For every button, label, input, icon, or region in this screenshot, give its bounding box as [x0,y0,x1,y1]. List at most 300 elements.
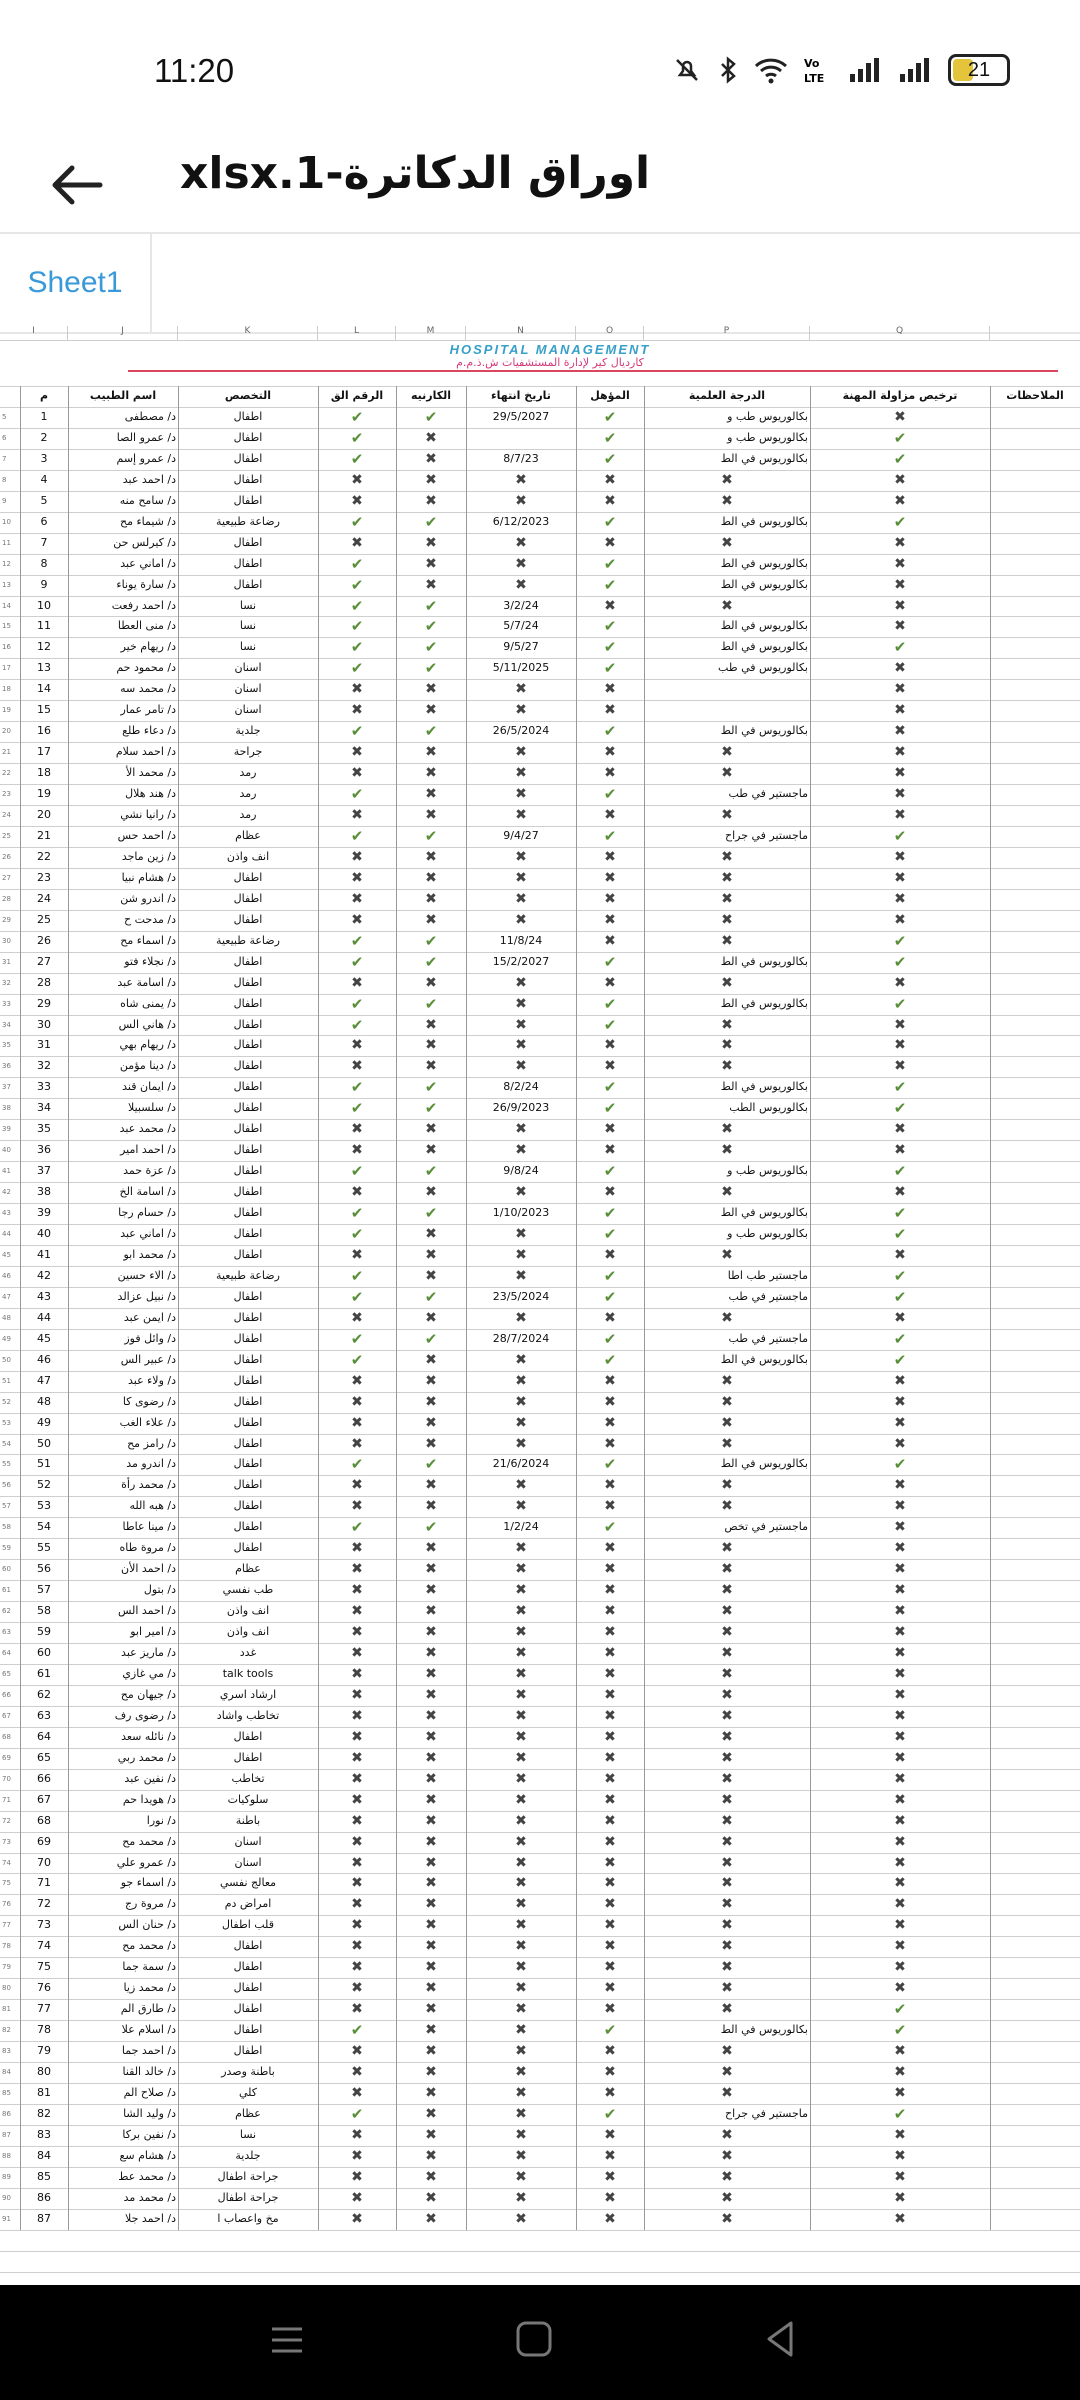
row-number[interactable]: 54 [2,1439,11,1448]
cell-num[interactable]: 35 [37,1122,51,1136]
cell-specialty[interactable]: اطفال [233,556,263,570]
check-icon[interactable]: ✔ [350,596,364,615]
cell-num[interactable]: 69 [37,1834,51,1848]
row-number[interactable]: 18 [2,685,11,694]
cell-num[interactable]: 36 [37,1143,51,1157]
row-number[interactable]: 87 [2,2130,11,2139]
check-icon[interactable]: ✔ [893,1162,907,1181]
cross-icon[interactable]: ✖ [515,2147,527,2164]
row-number[interactable]: 31 [2,957,11,966]
row-number[interactable]: 59 [2,1544,11,1553]
cross-icon[interactable]: ✖ [604,1812,616,1829]
cell-num[interactable]: 51 [37,1457,51,1471]
cell-name[interactable]: د/ محمد مح [122,1834,176,1848]
row-number[interactable]: 47 [2,1292,11,1301]
cell-num[interactable]: 28 [37,975,51,989]
cross-icon[interactable]: ✖ [894,1016,906,1033]
cell-specialty[interactable]: ارشاد اسري [219,1687,277,1701]
cross-icon[interactable]: ✖ [351,890,363,907]
header-specialty[interactable]: التخصص [224,389,272,402]
cross-icon[interactable]: ✖ [351,1707,363,1724]
column-letter-i[interactable]: I [0,326,68,340]
column-letter-p[interactable]: P [644,326,810,340]
cross-icon[interactable]: ✖ [351,681,363,698]
cross-icon[interactable]: ✖ [515,807,527,823]
cross-icon[interactable]: ✖ [894,1665,906,1682]
cross-icon[interactable]: ✖ [721,1854,733,1871]
cross-icon[interactable]: ✖ [351,1896,363,1913]
cross-icon[interactable]: ✖ [425,869,437,886]
cross-icon[interactable]: ✖ [894,1540,906,1557]
check-icon[interactable]: ✔ [350,554,364,573]
cross-icon[interactable]: ✖ [604,807,616,823]
cell-specialty[interactable]: جراحة اطفال [217,2169,279,2183]
check-icon[interactable]: ✔ [603,512,617,531]
cross-icon[interactable]: ✖ [515,1854,527,1871]
cell-name[interactable]: د/ سارة يوناء [116,577,176,591]
row-number[interactable]: 72 [2,1816,11,1825]
cross-icon[interactable]: ✖ [721,2147,733,2164]
check-icon[interactable]: ✔ [603,1518,617,1537]
cell-name[interactable]: د/ سلسبيلا [128,1101,176,1115]
cell-name[interactable]: د/ احمد سلام [115,745,176,759]
cross-icon[interactable]: ✖ [425,2210,437,2227]
cell-num[interactable]: 86 [37,2190,51,2204]
cell-num[interactable]: 80 [37,2065,51,2078]
cell-specialty[interactable]: اطفال [233,1373,263,1387]
cell-specialty[interactable]: جراحة اطفال [217,2190,279,2204]
cross-icon[interactable]: ✖ [425,1959,437,1976]
cross-icon[interactable]: ✖ [351,1770,363,1787]
cell-name[interactable]: د/ اندرو مد [126,1457,176,1471]
cell-specialty[interactable]: اطفال [233,1729,263,1743]
cell-num[interactable]: 4 [40,472,48,486]
cross-icon[interactable]: ✖ [351,1603,363,1620]
cross-icon[interactable]: ✖ [721,1728,733,1745]
check-icon[interactable]: ✔ [424,1099,438,1118]
cross-icon[interactable]: ✖ [604,2064,616,2080]
cross-icon[interactable]: ✖ [894,1142,906,1159]
cell-name[interactable]: د/ عمرو الصا [116,430,176,444]
row-number[interactable]: 71 [2,1795,11,1804]
cell-specialty[interactable]: اطفال [233,1059,263,1073]
cross-icon[interactable]: ✖ [351,1854,363,1871]
cross-icon[interactable]: ✖ [515,1707,527,1724]
cross-icon[interactable]: ✖ [894,974,906,991]
cross-icon[interactable]: ✖ [604,2168,616,2185]
cell-specialty[interactable]: رمد [239,808,257,821]
row-number[interactable]: 60 [2,1565,11,1574]
cross-icon[interactable]: ✖ [604,1686,616,1703]
row-number[interactable]: 57 [2,1502,11,1511]
cross-icon[interactable]: ✖ [894,911,906,928]
cell-expiry-date[interactable]: 23/5/2024 [492,1289,550,1303]
column-letter-q[interactable]: Q [810,326,990,340]
cross-icon[interactable]: ✖ [604,1791,616,1808]
check-icon[interactable]: ✔ [424,826,438,845]
cross-icon[interactable]: ✖ [721,869,733,886]
header-name[interactable]: اسم الطبيب [89,389,157,402]
cross-icon[interactable]: ✖ [894,1959,906,1976]
cell-specialty[interactable]: اطفال [233,1080,263,1094]
cell-name[interactable]: د/ محمد عبد [119,1122,176,1136]
cross-icon[interactable]: ✖ [721,1833,733,1850]
cross-icon[interactable]: ✖ [894,1246,906,1263]
cell-num[interactable]: 17 [37,745,51,759]
row-number[interactable]: 62 [2,1607,11,1616]
cell-num[interactable]: 61 [37,1666,51,1680]
check-icon[interactable]: ✔ [350,1518,364,1537]
cross-icon[interactable]: ✖ [721,2043,733,2060]
cell-expiry-date[interactable]: 11/8/24 [499,933,543,947]
cell-degree[interactable]: بكالوريوس في الط [720,577,808,591]
cross-icon[interactable]: ✖ [351,744,363,761]
cell-specialty[interactable]: اسنان [234,1855,262,1869]
cross-icon[interactable]: ✖ [515,1938,527,1955]
cell-degree[interactable]: بكالوريوس في طب [718,661,808,675]
header-notes[interactable]: الملاحظات [1006,389,1064,402]
cross-icon[interactable]: ✖ [894,1875,906,1892]
check-icon[interactable]: ✔ [424,659,438,678]
check-icon[interactable]: ✔ [893,1204,907,1223]
cell-degree[interactable]: ماجستير في تخص [724,1520,808,1534]
cross-icon[interactable]: ✖ [425,1770,437,1787]
check-icon[interactable]: ✔ [350,1204,364,1223]
check-icon[interactable]: ✔ [603,1350,617,1369]
cell-expiry-date[interactable]: 5/11/2025 [492,661,550,675]
row-number[interactable]: 38 [2,1104,11,1113]
row-number[interactable]: 13 [2,580,11,589]
cell-degree[interactable]: بكالوريوس في الط [720,1457,808,1471]
check-icon[interactable]: ✔ [603,994,617,1013]
cell-num[interactable]: 47 [37,1373,51,1387]
cross-icon[interactable]: ✖ [351,911,363,928]
cross-icon[interactable]: ✖ [515,744,527,761]
cell-num[interactable]: 53 [37,1499,51,1513]
cross-icon[interactable]: ✖ [425,1477,437,1494]
cross-icon[interactable]: ✖ [515,1016,527,1033]
cell-degree[interactable]: بكالوريوس في الط [720,556,808,570]
cross-icon[interactable]: ✖ [894,2210,906,2227]
check-icon[interactable]: ✔ [350,1225,364,1243]
row-number[interactable]: 35 [2,1041,11,1050]
cross-icon[interactable]: ✖ [425,974,437,991]
cross-icon[interactable]: ✖ [351,2001,363,2018]
cross-icon[interactable]: ✖ [894,1519,906,1536]
check-icon[interactable]: ✔ [350,1350,364,1369]
row-number[interactable]: 64 [2,1649,11,1657]
row-number[interactable]: 7 [2,454,7,463]
cross-icon[interactable]: ✖ [351,807,363,823]
cross-icon[interactable]: ✖ [515,1603,527,1620]
cell-num[interactable]: 19 [37,787,51,801]
cell-specialty[interactable]: اطفال [233,472,263,486]
cell-num[interactable]: 78 [37,2023,51,2037]
cross-icon[interactable]: ✖ [515,2210,527,2227]
row-number[interactable]: 45 [2,1250,11,1259]
check-icon[interactable]: ✔ [603,659,617,678]
cell-num[interactable]: 41 [37,1247,51,1261]
cross-icon[interactable]: ✖ [721,807,733,823]
cell-specialty[interactable]: اطفال [233,1981,263,1995]
cell-num[interactable]: 79 [37,2044,51,2058]
cross-icon[interactable]: ✖ [604,1624,616,1641]
cross-icon[interactable]: ✖ [425,1309,437,1326]
cross-icon[interactable]: ✖ [425,744,437,761]
cross-icon[interactable]: ✖ [351,2168,363,2185]
cell-specialty[interactable]: اطفال [233,1101,263,1115]
cell-specialty[interactable]: باطنة وصدر [221,2065,275,2078]
cell-name[interactable]: د/ اماني عبد [120,1227,176,1240]
cell-num[interactable]: 56 [37,1562,51,1576]
cross-icon[interactable]: ✖ [721,1498,733,1515]
check-icon[interactable]: ✔ [424,952,438,971]
cross-icon[interactable]: ✖ [604,1707,616,1724]
cell-name[interactable]: د/ احمد جما [121,2044,176,2058]
cross-icon[interactable]: ✖ [425,1016,437,1033]
cross-icon[interactable]: ✖ [351,1414,363,1431]
cross-icon[interactable]: ✖ [351,1791,363,1808]
check-icon[interactable]: ✔ [350,2104,364,2123]
cross-icon[interactable]: ✖ [721,2168,733,2185]
cell-num[interactable]: 81 [37,2085,51,2099]
cell-specialty[interactable]: تخاطب واشاد [216,1708,280,1722]
check-icon[interactable]: ✔ [603,826,617,845]
check-icon[interactable]: ✔ [350,994,364,1013]
cell-num[interactable]: 55 [37,1541,51,1555]
cross-icon[interactable]: ✖ [425,555,437,572]
check-icon[interactable]: ✔ [350,659,364,678]
row-number[interactable]: 78 [2,1942,11,1951]
cell-num[interactable]: 33 [37,1080,51,1094]
cell-name[interactable]: د/ احمد رفعت [111,598,176,612]
cell-specialty[interactable]: اطفال [233,1185,263,1199]
cross-icon[interactable]: ✖ [515,1037,527,1054]
cell-name[interactable]: د/ محمد ابو [123,1247,176,1261]
cross-icon[interactable]: ✖ [515,1393,527,1410]
cell-specialty[interactable]: قلب اطفال [222,1918,274,1932]
cross-icon[interactable]: ✖ [351,1561,363,1578]
cell-specialty[interactable]: اطفال [233,1478,263,1492]
cell-degree[interactable]: بكالوريوس طب و [727,1164,808,1178]
cross-icon[interactable]: ✖ [425,1603,437,1620]
cross-icon[interactable]: ✖ [425,1980,437,1997]
cell-name[interactable]: د/ هشام سع [119,2148,176,2162]
cell-num[interactable]: 32 [37,1059,51,1073]
cell-name[interactable]: د/ احمد الس [117,1604,176,1618]
cell-num[interactable]: 5 [40,493,48,507]
check-icon[interactable]: ✔ [893,1287,907,1306]
check-icon[interactable]: ✔ [424,722,438,741]
check-icon[interactable]: ✔ [603,1078,617,1097]
cross-icon[interactable]: ✖ [425,1372,437,1389]
cell-num[interactable]: 22 [37,849,51,863]
row-number[interactable]: 86 [2,2109,11,2118]
cross-icon[interactable]: ✖ [721,492,733,509]
cell-name[interactable]: د/ رضوى كا [122,1394,176,1408]
cross-icon[interactable]: ✖ [894,1414,906,1431]
cross-icon[interactable]: ✖ [894,1435,906,1452]
check-icon[interactable]: ✔ [603,1204,617,1223]
cell-name[interactable]: د/ ريهام خير [120,640,176,654]
cell-name[interactable]: د/ محمود حم [116,661,176,675]
cell-name[interactable]: د/ عزة حمد [123,1164,176,1178]
cell-name[interactable]: د/ ايمان قند [122,1080,176,1094]
check-icon[interactable]: ✔ [424,994,438,1013]
check-icon[interactable]: ✔ [424,1204,438,1223]
cell-num[interactable]: 83 [37,2127,51,2141]
cross-icon[interactable]: ✖ [425,2084,437,2101]
cell-name[interactable]: د/ نبيل عزالد [117,1289,176,1303]
cross-icon[interactable]: ✖ [604,681,616,698]
cell-specialty[interactable]: جلدية [235,724,261,738]
row-number[interactable]: 11 [2,538,11,547]
cross-icon[interactable]: ✖ [351,471,363,488]
cell-specialty[interactable]: اطفال [233,535,263,549]
cross-icon[interactable]: ✖ [894,786,906,803]
cell-specialty[interactable]: اطفال [233,1750,263,1764]
cross-icon[interactable]: ✖ [721,890,733,907]
cross-icon[interactable]: ✖ [721,2064,733,2080]
cross-icon[interactable]: ✖ [515,1226,527,1242]
cross-icon[interactable]: ✖ [425,890,437,907]
cross-icon[interactable]: ✖ [351,1980,363,1997]
cross-icon[interactable]: ✖ [894,2168,906,2185]
cell-name[interactable]: د/ نفين بركا [122,2127,176,2141]
cross-icon[interactable]: ✖ [604,1582,616,1599]
cross-icon[interactable]: ✖ [515,2043,527,2060]
row-number[interactable]: 61 [2,1586,11,1595]
cell-name[interactable]: د/ هويدا حم [122,1792,176,1806]
cell-specialty[interactable]: اطفال [233,912,263,926]
cell-name[interactable]: د/ رانيا نشي [120,808,176,821]
row-number[interactable]: 42 [2,1188,11,1197]
cross-icon[interactable]: ✖ [351,1435,363,1452]
row-number[interactable]: 83 [2,2047,11,2056]
cross-icon[interactable]: ✖ [351,2043,363,2060]
check-icon[interactable]: ✔ [893,1266,907,1285]
column-letter-l[interactable]: L [318,326,396,340]
cross-icon[interactable]: ✖ [721,1959,733,1976]
cross-icon[interactable]: ✖ [425,1184,437,1201]
cell-num[interactable]: 7 [40,535,48,549]
cross-icon[interactable]: ✖ [425,534,437,551]
cross-icon[interactable]: ✖ [721,471,733,488]
cell-expiry-date[interactable]: 15/2/2027 [492,954,550,968]
cross-icon[interactable]: ✖ [894,660,906,677]
row-number[interactable]: 15 [2,622,11,631]
cross-icon[interactable]: ✖ [425,576,437,593]
cell-degree[interactable]: ماجستير في طب [728,1331,808,1345]
row-number[interactable]: 17 [2,664,11,673]
header-num[interactable]: م [39,389,49,402]
cell-num[interactable]: 72 [37,1897,51,1911]
check-icon[interactable]: ✔ [424,1518,438,1537]
row-number[interactable]: 10 [2,517,11,526]
cross-icon[interactable]: ✖ [604,1561,616,1578]
cell-degree[interactable]: ماجستير في جراح [724,828,808,842]
cross-icon[interactable]: ✖ [604,890,616,907]
cross-icon[interactable]: ✖ [604,1393,616,1410]
cell-specialty[interactable]: اسنان [234,661,262,675]
row-number[interactable]: 41 [2,1167,11,1176]
cross-icon[interactable]: ✖ [894,1728,906,1745]
cross-icon[interactable]: ✖ [425,1058,437,1075]
cell-specialty[interactable]: اطفال [233,1227,263,1240]
cross-icon[interactable]: ✖ [515,765,527,782]
cross-icon[interactable]: ✖ [894,1477,906,1494]
cell-degree[interactable]: بكالوريوس في الط [720,1080,808,1094]
check-icon[interactable]: ✔ [893,994,907,1013]
cross-icon[interactable]: ✖ [604,1749,616,1766]
cell-specialty[interactable]: رمد [239,787,257,801]
check-icon[interactable]: ✔ [350,407,364,426]
row-number[interactable]: 74 [2,1858,11,1867]
cross-icon[interactable]: ✖ [721,1246,733,1263]
cross-icon[interactable]: ✖ [515,1414,527,1431]
cell-num[interactable]: 50 [37,1436,51,1450]
row-number[interactable]: 28 [2,894,11,903]
cross-icon[interactable]: ✖ [604,744,616,761]
cell-degree[interactable]: بكالوريوس في الط [720,514,808,528]
cell-specialty[interactable]: عظام [235,1562,261,1576]
cross-icon[interactable]: ✖ [515,2126,527,2143]
cross-icon[interactable]: ✖ [894,1980,906,1997]
cell-num[interactable]: 26 [37,933,51,947]
cell-num[interactable]: 71 [37,1876,51,1890]
cross-icon[interactable]: ✖ [604,1896,616,1913]
cell-specialty[interactable]: جلدية [235,2148,261,2162]
row-number[interactable]: 30 [2,936,11,945]
cross-icon[interactable]: ✖ [894,765,906,782]
cross-icon[interactable]: ✖ [721,911,733,928]
cell-specialty[interactable]: اطفال [233,1394,263,1408]
cross-icon[interactable]: ✖ [721,1372,733,1389]
check-icon[interactable]: ✔ [603,638,617,657]
check-icon[interactable]: ✔ [350,575,364,594]
cell-name[interactable]: د/ اسامة الخ [119,1185,176,1199]
check-icon[interactable]: ✔ [350,931,364,950]
check-icon[interactable]: ✔ [603,428,617,447]
cross-icon[interactable]: ✖ [515,681,527,698]
cross-icon[interactable]: ✖ [425,1917,437,1934]
check-icon[interactable]: ✔ [893,1329,907,1348]
cell-degree[interactable]: ماجستير طب اطا [727,1268,808,1282]
cross-icon[interactable]: ✖ [604,597,616,614]
cross-icon[interactable]: ✖ [425,2022,437,2039]
row-number[interactable]: 36 [2,1062,11,1071]
cell-expiry-date[interactable]: 3/2/24 [503,598,539,612]
cross-icon[interactable]: ✖ [425,1121,437,1138]
cross-icon[interactable]: ✖ [425,1582,437,1599]
cell-specialty[interactable]: اطفال [233,1331,263,1345]
cell-name[interactable]: د/ نفين عبد [124,1771,176,1785]
cross-icon[interactable]: ✖ [604,2189,616,2206]
cell-name[interactable]: د/ شيماء مح [119,514,176,528]
cross-icon[interactable]: ✖ [515,1645,527,1661]
cross-icon[interactable]: ✖ [894,890,906,907]
cell-specialty[interactable]: اطفال [233,1457,263,1471]
cell-degree[interactable]: بكالوريوس في الط [720,619,808,633]
cross-icon[interactable]: ✖ [721,932,733,949]
cross-icon[interactable]: ✖ [351,1959,363,1976]
cross-icon[interactable]: ✖ [515,702,527,719]
cross-icon[interactable]: ✖ [894,744,906,761]
cell-num[interactable]: 42 [37,1268,51,1282]
cross-icon[interactable]: ✖ [515,995,527,1012]
cross-icon[interactable]: ✖ [425,2043,437,2060]
cross-icon[interactable]: ✖ [604,2084,616,2101]
